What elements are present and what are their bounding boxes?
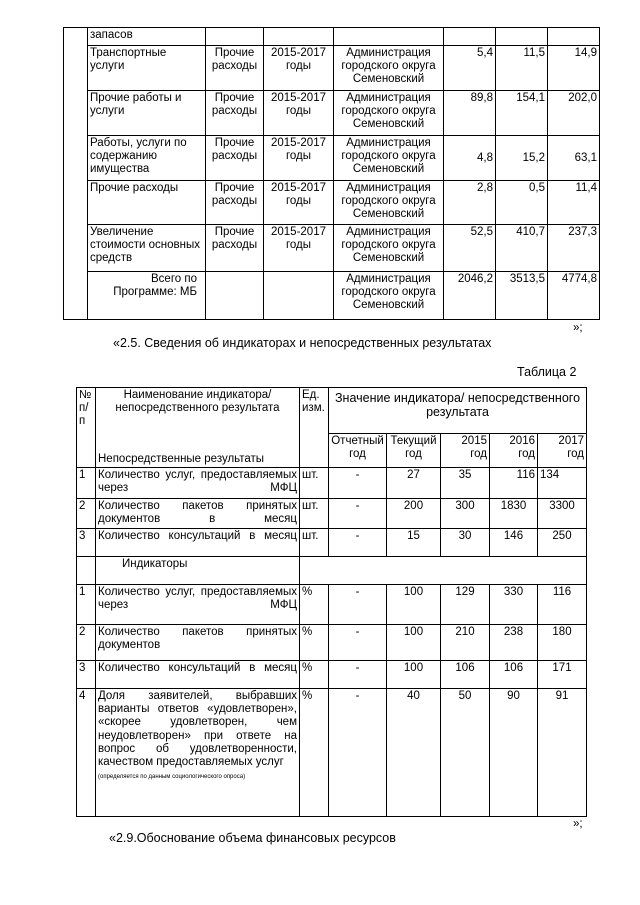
result-2015: 35 [441, 468, 490, 499]
indicator-2015: 106 [441, 661, 490, 689]
table-row [64, 91, 600, 136]
budget-v1-1: 5,4 [444, 46, 496, 91]
indicator-2016: 106 [490, 661, 538, 689]
result-2017: 3300 [538, 499, 587, 529]
closing-quote-2: »; [573, 818, 583, 830]
budget-v2-2: 154,1 [496, 91, 548, 136]
budget-name-1: Транспортные услуги [88, 46, 206, 91]
indicator-unit: % [300, 585, 329, 625]
indicator-2016: 238 [490, 625, 538, 661]
indicator-num: 1 [77, 585, 96, 625]
budget-v2-4: 0,5 [496, 181, 548, 225]
budget-v3-total: 4774,8 [548, 272, 600, 320]
result-unit: шт. [300, 499, 329, 529]
budget-v3-5: 237,3 [548, 225, 600, 272]
table-row [77, 585, 587, 625]
result-num: 3 [77, 529, 96, 557]
budget-name-4: Прочие расходы [88, 181, 206, 225]
indicator-unit: % [300, 625, 329, 661]
header-num: № п/п [77, 388, 96, 468]
section-row [77, 557, 587, 585]
budget-admin-2: Администрация городского округа Семеновский [334, 91, 444, 136]
header-2015: 2015 год [441, 434, 490, 468]
result-2016: 1830 [490, 499, 538, 529]
budget-admin-1: Администрация городского округа Семеновский [334, 46, 444, 91]
indicator-report: - [329, 689, 387, 817]
indicator-name: Количество услуг, предоставляемых через МФЦ [96, 585, 300, 625]
budget-total-label: Всего по Программе: МБ [88, 272, 206, 320]
budget-table [63, 27, 600, 320]
result-2015: 30 [441, 529, 490, 557]
indicator-current: 100 [387, 625, 441, 661]
table-row [64, 46, 600, 91]
indicator-2015: 129 [441, 585, 490, 625]
budget-type-5: Прочие расходы [206, 225, 264, 272]
section-heading-2-9: «2.9.Обоснование объема финансовых ресурсов [109, 831, 396, 845]
budget-v3-3: 63,1 [548, 136, 600, 181]
indicator-name-cell [96, 689, 300, 817]
indicator-current: 100 [387, 585, 441, 625]
budget-v3-4: 11,4 [548, 181, 600, 225]
budget-v2-5: 410,7 [496, 225, 548, 272]
budget-name-0: запасов [88, 28, 206, 46]
indicator-current: 40 [387, 689, 441, 817]
section-results: Непосредственные результаты [96, 434, 300, 468]
result-name: Количество пакетов принятых документов в месяц [96, 499, 300, 529]
indicator-2015: 210 [441, 625, 490, 661]
result-2015: 300 [441, 499, 490, 529]
section-indicators: Индикаторы [96, 557, 300, 585]
budget-name-3: Работы, услуги по содержанию имущества [88, 136, 206, 181]
indicator-table [76, 387, 587, 817]
budget-admin-5: Администрация городского округа Семеновский [334, 225, 444, 272]
table-row [77, 689, 587, 817]
table-row [77, 625, 587, 661]
indicator-2015: 50 [441, 689, 490, 817]
indicator-num: 4 [77, 689, 96, 817]
header-unit: Ед. изм. [300, 388, 329, 468]
budget-admin-4: Администрация городского округа Семеновский [334, 181, 444, 225]
budget-v2-1: 11,5 [496, 46, 548, 91]
result-2017: 134 [538, 468, 587, 499]
result-current: 200 [387, 499, 441, 529]
table-row [64, 28, 600, 46]
budget-v3-1: 14,9 [548, 46, 600, 91]
result-num: 2 [77, 499, 96, 529]
header-current-year: Текущий год [387, 434, 441, 468]
header-2016: 2016 год [490, 434, 538, 468]
budget-v1-2: 89,8 [444, 91, 496, 136]
result-current: 15 [387, 529, 441, 557]
result-2016: 146 [490, 529, 538, 557]
indicator-2017: 116 [538, 585, 587, 625]
result-report: - [329, 529, 387, 557]
budget-name-5: Увеличение стоимости основных средств [88, 225, 206, 272]
header-row [77, 388, 587, 434]
result-report: - [329, 499, 387, 529]
result-2017: 250 [538, 529, 587, 557]
result-unit: шт. [300, 468, 329, 499]
budget-period-4: 2015-2017 годы [264, 181, 334, 225]
budget-name-2: Прочие работы и услуги [88, 91, 206, 136]
table-row [64, 181, 600, 225]
table-row [77, 499, 587, 529]
indicator-unit: % [300, 661, 329, 689]
budget-period-2: 2015-2017 годы [264, 91, 334, 136]
indicator-2016: 330 [490, 585, 538, 625]
budget-v1-4: 2,8 [444, 181, 496, 225]
budget-type-3: Прочие расходы [206, 136, 264, 181]
budget-type-2: Прочие расходы [206, 91, 264, 136]
budget-type-4: Прочие расходы [206, 181, 264, 225]
table-row-total [64, 272, 600, 320]
budget-v1-5: 52,5 [444, 225, 496, 272]
indicator-report: - [329, 585, 387, 625]
indicator-name: Доля заявителей, выбравших варианты ответов «удовлетворен», «скорее удовлетворен, чем неудовлетворен» при ответе на вопрос об удовлетворенности, качеством предоставляемых услуг [98, 690, 297, 769]
table-row [77, 661, 587, 689]
indicator-report: - [329, 625, 387, 661]
indicator-report: - [329, 661, 387, 689]
budget-admin-total: Администрация городского округа Семеновский [334, 272, 444, 320]
closing-quote-1: »; [573, 322, 583, 334]
budget-type-1: Прочие расходы [206, 46, 264, 91]
result-report: - [329, 468, 387, 499]
budget-period-5: 2015-2017 годы [264, 225, 334, 272]
budget-v1-total: 2046,2 [444, 272, 496, 320]
indicator-num: 3 [77, 661, 96, 689]
header-value-group: Значение индикатора/ непосредственного результата [329, 388, 587, 434]
table-row [77, 529, 587, 557]
indicator-name: Количество пакетов принятых документов [96, 625, 300, 661]
result-current: 27 [387, 468, 441, 499]
indicator-2016: 90 [490, 689, 538, 817]
result-name: Количество услуг, предоставляемых через МФЦ [96, 468, 300, 499]
table-row [77, 468, 587, 499]
header-report-year: Отчетный год [329, 434, 387, 468]
budget-v2-total: 3513,5 [496, 272, 548, 320]
header-row [77, 434, 587, 468]
table-row [64, 225, 600, 272]
budget-period-1: 2015-2017 годы [264, 46, 334, 91]
indicator-unit: % [300, 689, 329, 817]
result-2016: 116 [490, 468, 538, 499]
indicator-2017: 91 [538, 689, 587, 817]
result-num: 1 [77, 468, 96, 499]
header-name: Наименование индикатора/непосредственного результата [96, 388, 300, 434]
indicator-note: (определяется по данным социологического опроса) [98, 774, 246, 781]
result-unit: шт. [300, 529, 329, 557]
section-heading-2-5: «2.5. Сведения об индикаторах и непосредственных результатах [113, 336, 492, 350]
budget-v2-3: 15,2 [496, 136, 548, 181]
result-name: Количество консультаций в месяц [96, 529, 300, 557]
table-row [64, 136, 600, 181]
table-caption: Таблица 2 [517, 365, 577, 379]
budget-admin-3: Администрация городского округа Семеновский [334, 136, 444, 181]
indicator-current: 100 [387, 661, 441, 689]
budget-v3-2: 202,0 [548, 91, 600, 136]
budget-v1-3: 4,8 [444, 136, 496, 181]
header-2017: 2017 год [538, 434, 587, 468]
indicator-2017: 171 [538, 661, 587, 689]
indicator-name: Количество консультаций в месяц [96, 661, 300, 689]
budget-period-3: 2015-2017 годы [264, 136, 334, 181]
indicator-num: 2 [77, 625, 96, 661]
indicator-2017: 180 [538, 625, 587, 661]
